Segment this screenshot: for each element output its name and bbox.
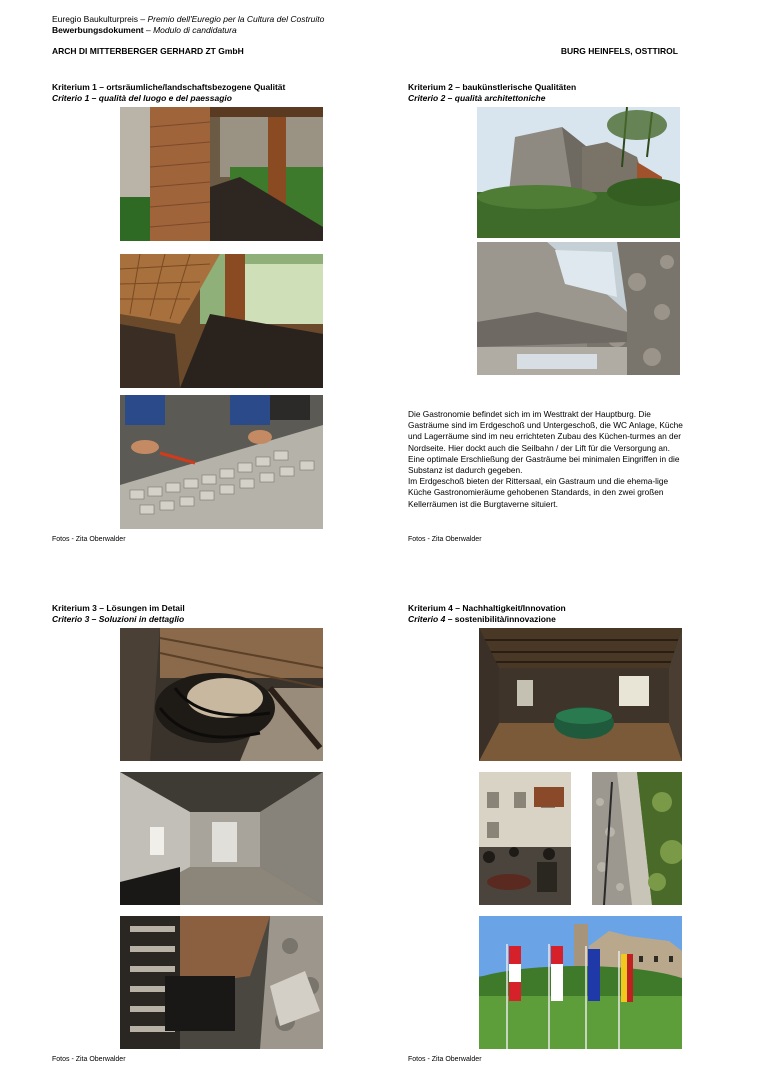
photo-courtyard-musicians <box>479 772 571 905</box>
photo-castle-tower-exterior <box>477 107 680 238</box>
criterion-2-photo-credit: Fotos - Zita Oberwalder <box>408 536 482 543</box>
photo-wooden-stair-facade <box>120 107 323 241</box>
photo-covered-walkway <box>120 254 323 388</box>
header-line-1: Euregio Baukulturpreis – Premio dell'Euregio per la Cultura del Costruito <box>52 14 325 24</box>
photo-knights-hall-interior <box>479 628 682 761</box>
description-paragraph-2: Im Erdgeschoß bieten der Rittersaal, ein Gastraum und die ehema-lige Küche Gastronomieräume gehobenen Standards, in den zwei großen Kellerräumen ist die Burgtaverne situiert. <box>408 476 669 509</box>
criterion-4-subheading: Criterio 4 – sostenibilità/innovazione <box>408 614 556 624</box>
gastronomy-description <box>408 409 683 510</box>
criterion-1-heading: Kriterium 1 – ortsräumliche/landschaftsbezogene Qualität <box>52 82 286 92</box>
criterion-2-subheading: Criterio 2 – qualità architettoniche <box>408 93 546 103</box>
project-name: BURG HEINFELS, OSTTIROL <box>560 46 678 56</box>
criterion-4-photo-credit: Fotos - Zita Oberwalder <box>408 1056 482 1063</box>
photo-flags-castle-lawn <box>479 916 682 1049</box>
criterion-1-photo-credit: Fotos - Zita Oberwalder <box>52 536 126 543</box>
photo-staircase-shaft <box>120 916 323 1049</box>
criterion-3-photo-credit: Fotos - Zita Oberwalder <box>52 1056 126 1063</box>
photo-paving-stones <box>120 395 323 529</box>
criterion-3-heading: Kriterium 3 – Lösungen im Detail <box>52 603 185 613</box>
criterion-4-heading: Kriterium 4 – Nachhaltigkeit/Innovation <box>408 603 566 613</box>
applicant-name: ARCH DI MITTERBERGER GERHARD ZT GmbH <box>52 46 244 56</box>
photo-stone-wall-path <box>592 772 682 905</box>
criterion-2-heading: Kriterium 2 – baukünstlerische Qualitäten <box>408 82 577 92</box>
photo-vaulted-corridor <box>120 772 323 905</box>
description-paragraph-1: Die Gastronomie befindet sich im im Westtrakt der Hauptburg. Die Gasträume sind im Erdgeschoß und Untergeschoß, die WC Anlage, Küche und Lagerräume sind im neu errichteten Zubau des Küchen-turmes an der Nordseite. Hier dockt auch die Seilbahn / der Lift für die Versorgung an. Eine optimale Erschließung der Gasträume bei minimalen Eingriffen in die Substanz ist dadurch gegeben. <box>408 409 683 476</box>
criterion-3-subheading: Criterio 3 – Soluzioni in dettaglio <box>52 614 185 624</box>
criterion-1-subheading: Criterio 1 – qualità del luogo e del paessagio <box>52 93 232 103</box>
photo-concrete-cantilever <box>477 242 680 375</box>
header-line-2: Bewerbungsdokument – Modulo di candidatura <box>52 25 237 35</box>
photo-spiral-staircase <box>120 628 323 761</box>
